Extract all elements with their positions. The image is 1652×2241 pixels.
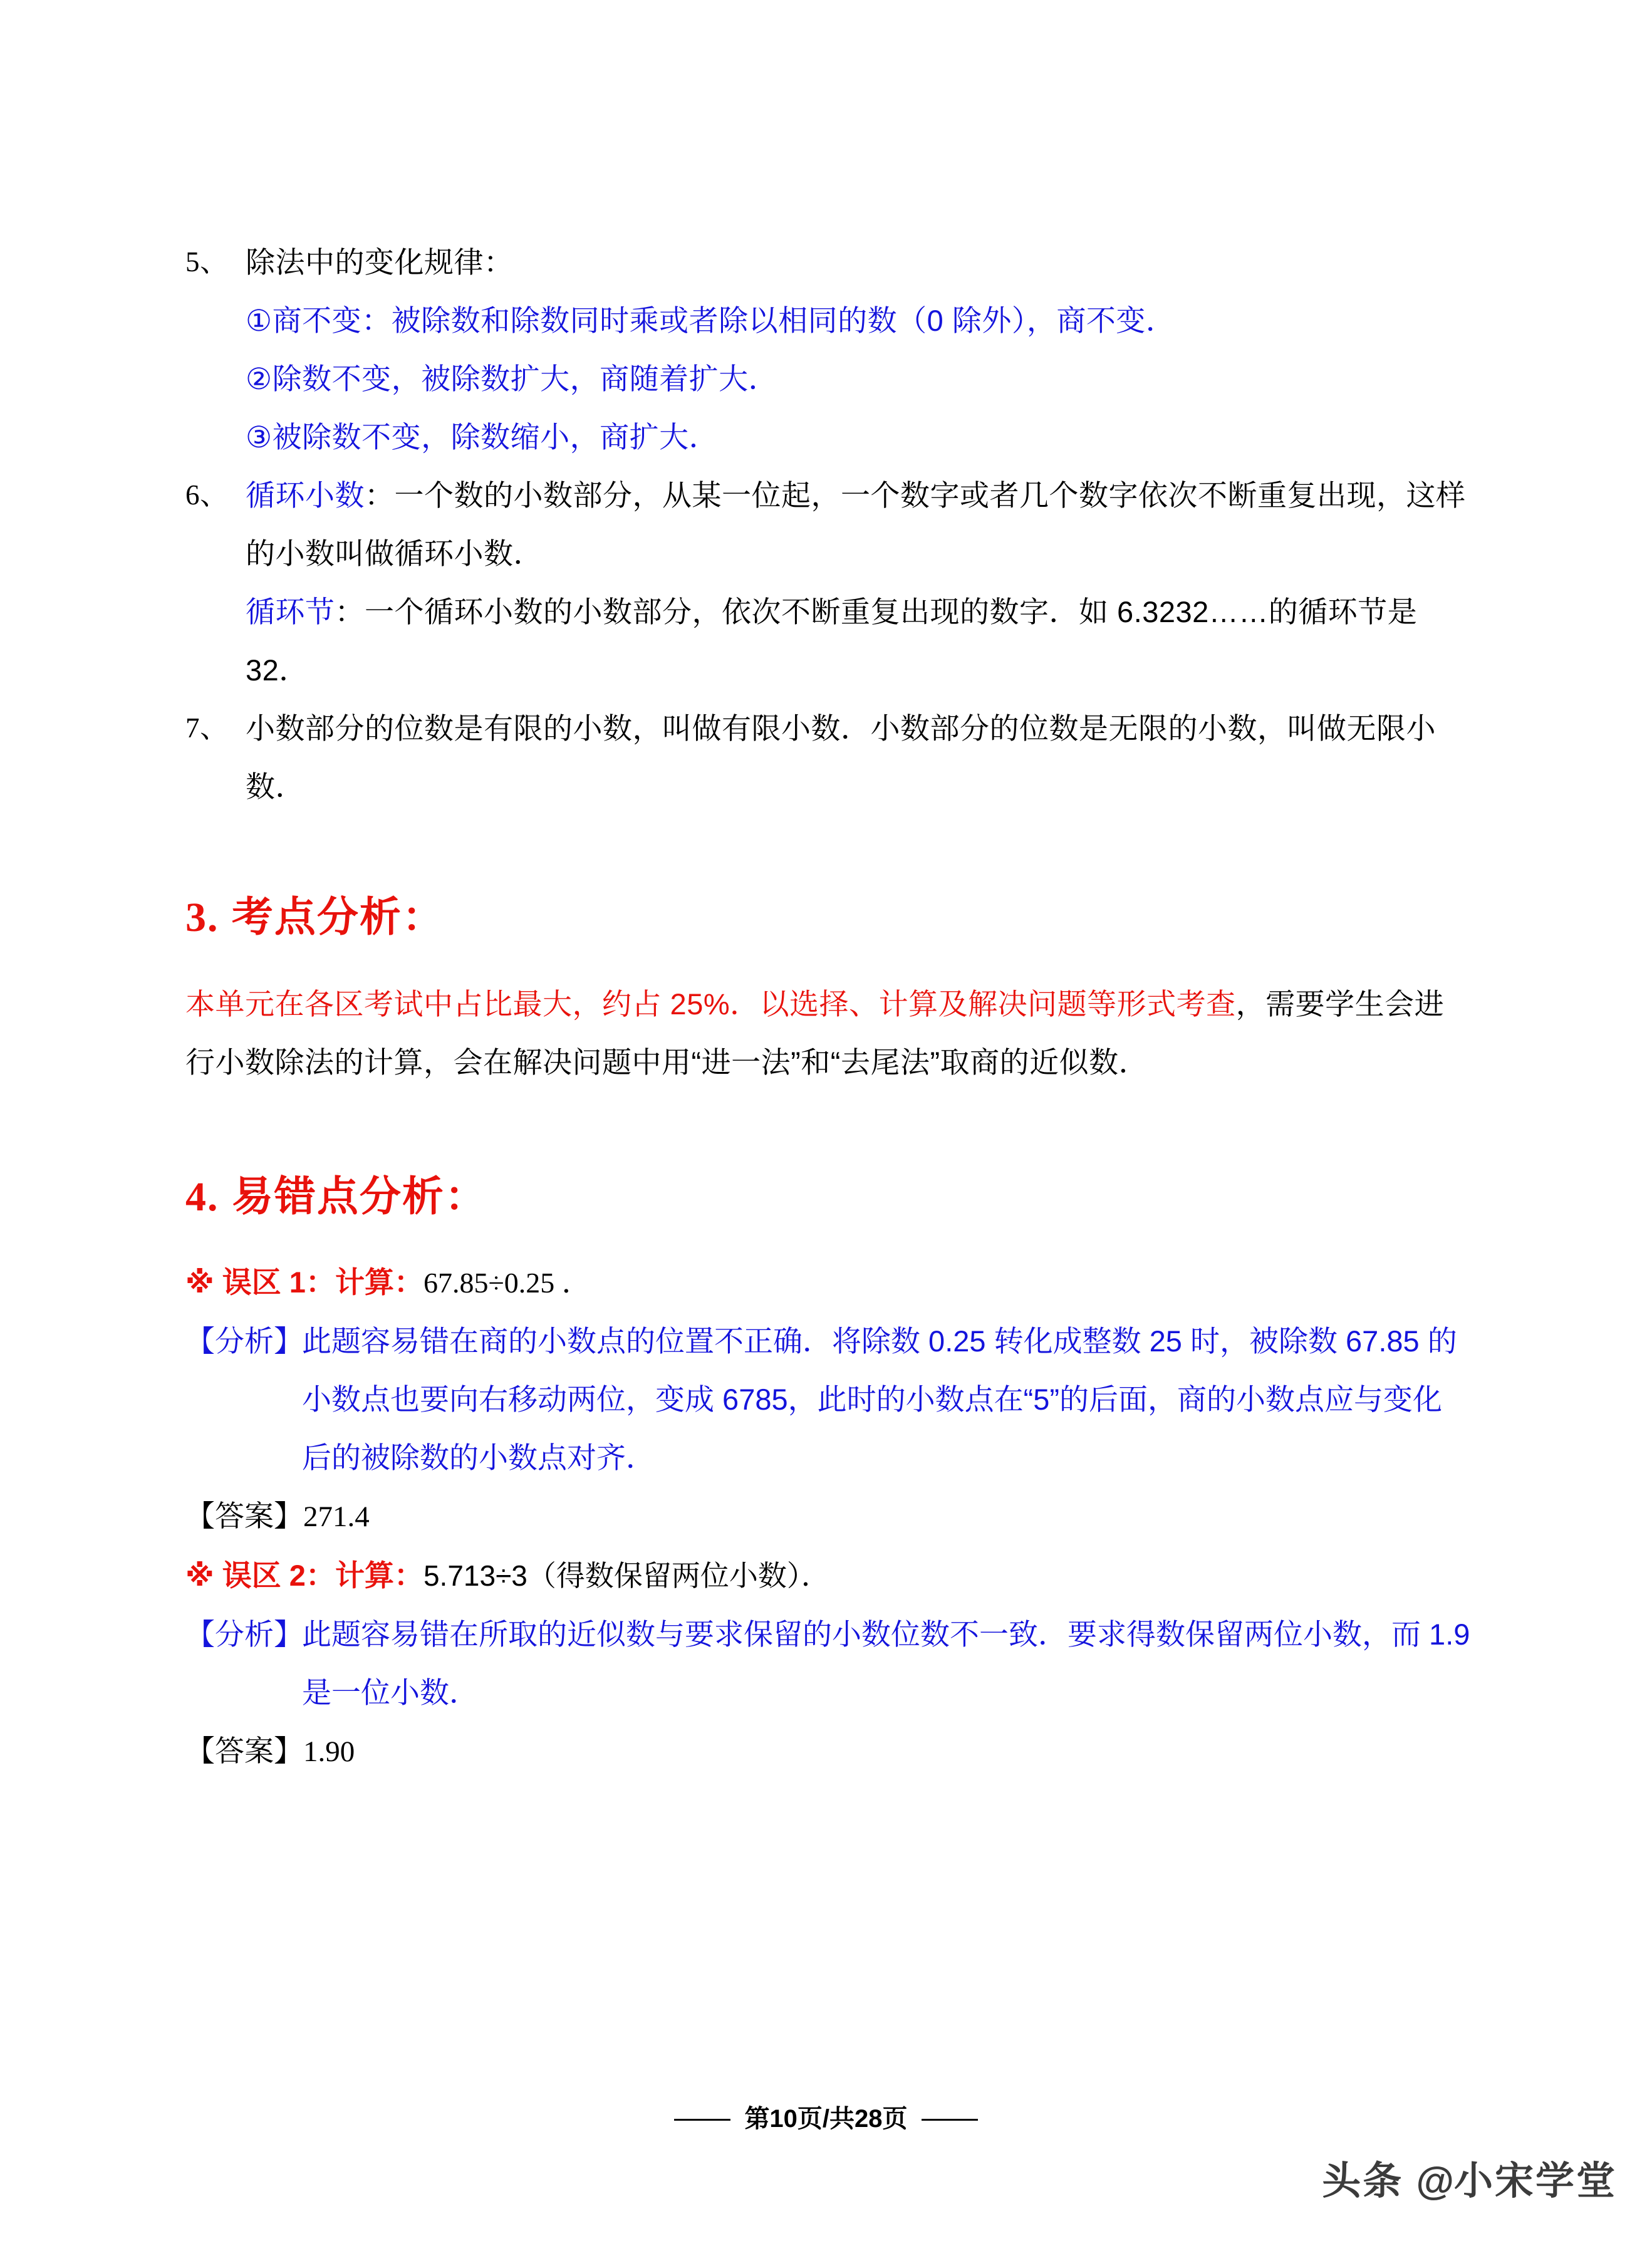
mistake-2-answer bbox=[185, 1722, 1471, 1781]
list-item-6-second-paragraph bbox=[185, 583, 1471, 699]
list-marker-7: 7、 bbox=[185, 712, 229, 744]
mistake-1-expression: 67.85÷0.25 ． bbox=[423, 1267, 591, 1299]
mistake-1-answer bbox=[185, 1487, 1471, 1546]
mistake-2-label: ※ 误区 2：计算： bbox=[185, 1559, 423, 1592]
mistake-2-answer-tag: 【答案】 bbox=[185, 1734, 303, 1767]
mistake-2-analysis bbox=[185, 1605, 1471, 1722]
footer-rule-left bbox=[674, 2119, 730, 2121]
term-xunhuan-xiaoshu: 循环小数 bbox=[246, 479, 365, 512]
section-heading-3-text: 考点分析： bbox=[231, 893, 445, 940]
term-xunhuanjie: 循环节 bbox=[246, 595, 335, 628]
list-item-5-sub-3: ③被除数不变，除数缩小，商扩大． bbox=[246, 420, 719, 454]
section-heading-4-number: 4. bbox=[185, 1174, 219, 1220]
mistake-1-answer-tag: 【答案】 bbox=[185, 1499, 303, 1532]
mistake-1-analysis-body: 此题容易错在商的小数点的位置不正确．将除数 0.25 转化成整数 25 时，被除数 67.85 的小数点也要向右移动两位，变成 6785，此时的小数点在“5”的后面，商的小数点应与变化后的被除数的小数点对齐． bbox=[302, 1324, 1457, 1474]
watermark-at: @ bbox=[1416, 2160, 1454, 2203]
mistake-2-analysis-tag: 【分析】 bbox=[185, 1618, 303, 1651]
footer-rule-right bbox=[922, 2119, 978, 2121]
mistake-1-analysis bbox=[185, 1312, 1471, 1487]
list-item-5-sub-2: ②除数不变，被除数扩大，商随着扩大． bbox=[246, 362, 779, 395]
list-item-7 bbox=[185, 699, 1471, 816]
list-item-6-body-1: ：一个数的小数部分，从某一位起，一个数字或者几个数字依次不断重复出现，这样的小数叫做循环小数． bbox=[246, 479, 1466, 570]
list-item-6-body-2: ：一个循环小数的小数部分，依次不断重复出现的数字．如 6.3232……的循环节是 32． bbox=[246, 595, 1418, 687]
section-3-paragraph bbox=[185, 975, 1471, 1091]
mistake-1-label: ※ 误区 1：计算： bbox=[185, 1266, 423, 1299]
section-3-paragraph-red: 本单元在各区考试中占比最大，约占 25%．以选择、计算及解决问题等形式考查 bbox=[185, 987, 1236, 1021]
watermark bbox=[1322, 2156, 1617, 2207]
section-heading-4-text: 易错点分析： bbox=[231, 1173, 487, 1219]
list-item-5-sub-1: ①商不变：被除数和除数同时乘或者除以相同的数（0 除外），商不变． bbox=[246, 304, 1176, 337]
section-3-paragraph-black: ，需要学生会进行小数除法的计算，会在解决问题中用“进一法”和“去尾法”取商的近似数． bbox=[185, 987, 1445, 1079]
list-marker-6: 6、 bbox=[185, 479, 229, 511]
mistake-1-answer-value: 271.4 bbox=[303, 1500, 370, 1533]
section-heading-3-number: 3. bbox=[185, 895, 219, 940]
section-heading-4 bbox=[185, 1168, 1471, 1225]
footer-page-indicator bbox=[730, 2100, 921, 2138]
mistake-1-analysis-tag: 【分析】 bbox=[185, 1324, 303, 1358]
document-body bbox=[185, 233, 1471, 1781]
section-heading-3 bbox=[185, 888, 1471, 946]
watermark-source: 头条 bbox=[1322, 2160, 1404, 2203]
list-item-7-body: 小数部分的位数是有限的小数，叫做有限小数．小数部分的位数是无限的小数，叫做无限小数． bbox=[246, 712, 1436, 803]
mistake-2-expression: 5.713÷3（得数保留两位小数）． bbox=[423, 1559, 830, 1592]
mistake-2-analysis-body: 此题容易错在所取的近似数与要求保留的小数位数不一致．要求得数保留两位小数，而 1.9 是一位小数． bbox=[302, 1618, 1470, 1709]
list-item-5 bbox=[185, 233, 1471, 291]
list-item-5-title: 除法中的变化规律： bbox=[246, 246, 514, 279]
mistake-2-label-line bbox=[185, 1546, 1471, 1605]
mistake-1-label-line bbox=[185, 1253, 1471, 1312]
page-footer bbox=[0, 2100, 1652, 2138]
footer-page-label: 第10页/共28页 bbox=[744, 2105, 908, 2133]
list-item-6 bbox=[185, 466, 1471, 583]
watermark-account: 小宋学堂 bbox=[1453, 2160, 1617, 2203]
list-marker-5: 5、 bbox=[185, 246, 229, 278]
mistake-2-answer-value: 1.90 bbox=[303, 1735, 355, 1768]
